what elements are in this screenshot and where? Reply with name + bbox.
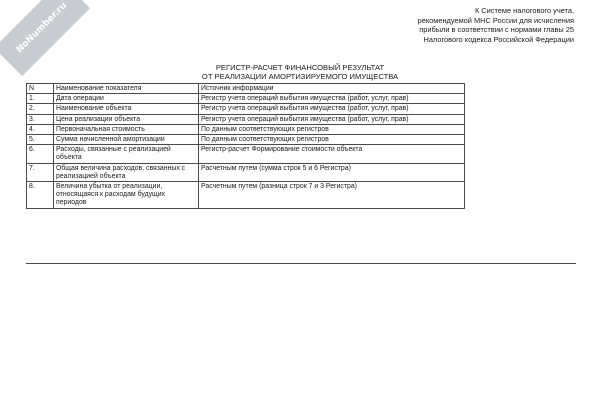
document-title — [0, 63, 600, 81]
table-row — [27, 135, 465, 145]
bottom-divider — [26, 263, 576, 264]
row-number: 2. — [27, 104, 54, 114]
row-number: 1. — [27, 94, 54, 104]
table-header-row — [27, 84, 465, 94]
row-number: 7. — [27, 163, 54, 181]
table-row — [27, 145, 465, 163]
table-row — [27, 94, 465, 104]
row-number: 3. — [27, 114, 54, 124]
document-title-line: РЕГИСТР-РАСЧЕТ ФИНАНСОВЫЙ РЕЗУЛЬТАТ — [215, 63, 385, 72]
document-title-line: ОТ РЕАЛИЗАЦИИ АМОРТИЗИРУЕМОГО ИМУЩЕСТВА — [201, 72, 399, 82]
row-number: 4. — [27, 124, 54, 134]
row-source: По данным соответствующих регистров — [199, 124, 465, 134]
header-note-line: рекомендуемой МНС России для исчисления — [417, 15, 574, 25]
table-row — [27, 124, 465, 134]
row-number: 8. — [27, 182, 54, 209]
column-header-source: Источник информации — [199, 84, 465, 94]
header-note-line: К Системе налогового учета, — [474, 6, 574, 15]
row-source: Регистр учета операций выбытия имущества (работ, услуг, прав) — [199, 94, 465, 104]
table-row — [27, 114, 465, 124]
row-source: Регистр-расчет Формирование стоимости объекта — [199, 145, 465, 163]
row-source: Расчетным путем (сумма строк 5 и 6 Регистра) — [199, 163, 465, 181]
row-indicator: Первоначальная стоимость — [54, 124, 199, 134]
row-number: 5. — [27, 135, 54, 145]
row-indicator: Сумма начисленной амортизации — [54, 135, 199, 145]
row-source: Регистр учета операций выбытия имущества (работ, услуг, прав) — [199, 114, 465, 124]
row-indicator: Цена реализации объекта — [54, 114, 199, 124]
table-row — [27, 182, 465, 209]
row-indicator: Общая величина расходов, связанных с реализацией объекта — [54, 163, 199, 181]
header-note-line: прибыли в соответствии с нормами главы 25 — [419, 25, 574, 35]
register-table — [26, 83, 465, 209]
row-source: Регистр учета операций выбытия имущества (работ, услуг, прав) — [199, 104, 465, 114]
table-row — [27, 163, 465, 181]
row-indicator: Расходы, связанные с реализацией объекта — [54, 145, 199, 163]
row-indicator: Дата операции — [54, 94, 199, 104]
table-row — [27, 104, 465, 114]
column-header-indicator: Наименование показателя — [54, 84, 199, 94]
row-number: 6. — [27, 145, 54, 163]
header-note — [354, 6, 574, 44]
row-indicator: Наименование объекта — [54, 104, 199, 114]
header-note-line: Налогового кодекса Российской Федерации — [423, 34, 574, 44]
row-indicator: Величина убытка от реализации, относящаяся к расходам будущих периодов — [54, 182, 199, 209]
column-header-number: N — [27, 84, 54, 94]
row-source: Расчетным путем (разница строк 7 и 3 Регистра) — [199, 182, 465, 209]
site-watermark: NoNumber.ru — [0, 0, 90, 76]
row-source: По данным соответствующих регистров — [199, 135, 465, 145]
